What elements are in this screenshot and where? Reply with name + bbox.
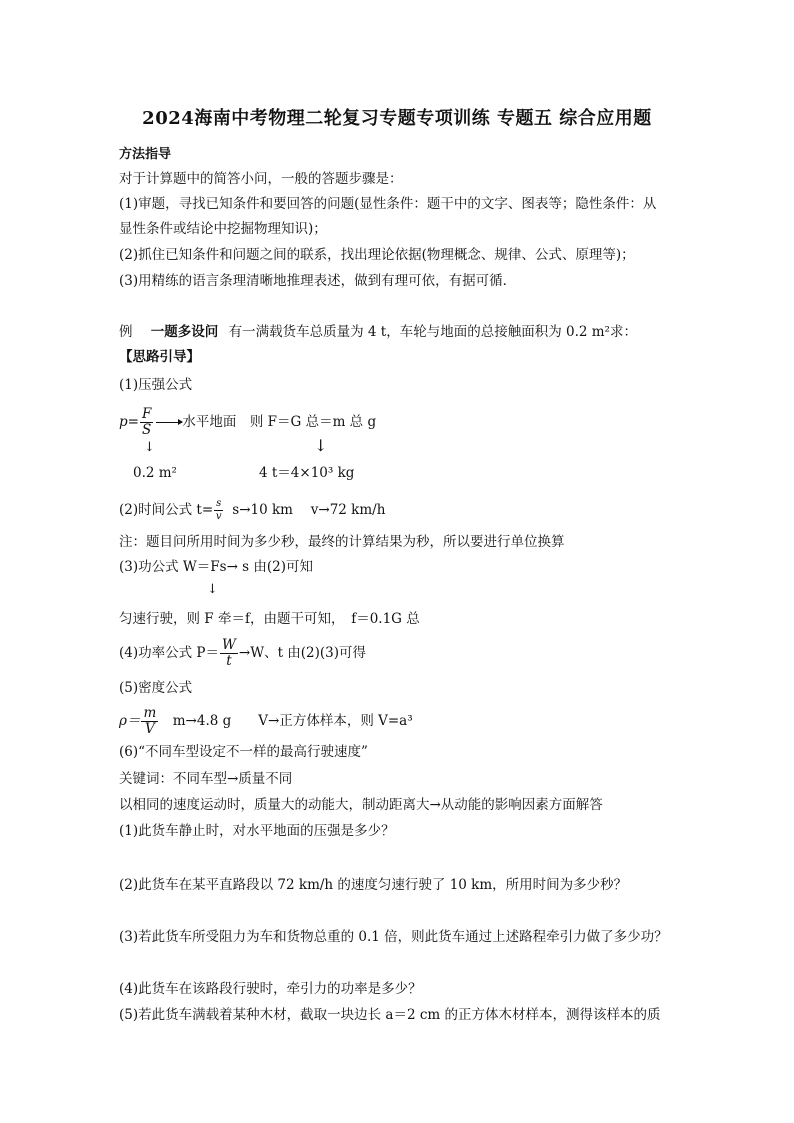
guide-2-rest: s→10 km v→72 km/h: [232, 502, 386, 518]
guide-5-formula: [119, 704, 413, 738]
guide-1-right: 水平地面 则 F＝G 总＝m 总 g: [182, 414, 377, 430]
guide-2-formula: [119, 494, 385, 526]
guide-1-formula: [119, 404, 376, 440]
mass-value: 4 t＝4×10³ kg: [259, 465, 355, 481]
guide-heading: 【思路引导】: [119, 349, 200, 365]
example-tag: 一题多设问: [150, 324, 219, 340]
power-fraction: $\frac{W}{t}$: [222, 636, 236, 669]
guide-1-title: (1)压强公式: [119, 377, 193, 393]
guide-3-b: 匀速行驶，则 F 牵＝f，由题干可知， f＝0.1G 总: [119, 611, 420, 627]
density-symbol: ρ＝: [119, 713, 141, 729]
guide-5-rest: m→4.8 g V→正方体样本，则 V=a³: [159, 713, 413, 729]
pressure-fraction: $\frac{F}{S}$: [141, 405, 152, 438]
step-line-3: (2)抓住已知条件和问题之间的联系，找出理论依据(物理概念、规律、公式、原理等)；: [119, 247, 635, 263]
question-1: (1)此货车静止时，对水平地面的压强是多少？: [119, 823, 395, 839]
right-arrow-icon: [156, 422, 182, 423]
section-heading: 方法指导: [119, 147, 172, 162]
area-value: 0.2 m²: [133, 465, 177, 481]
guide-4-rest: →W、t 由(2)(3)可得: [238, 645, 367, 661]
step-line-4: (3)用精练的语言条理清晰地推理表述，做到有理可依，有据可循．: [119, 273, 517, 289]
example-label: 例: [119, 324, 133, 340]
question-2: (2)此货车在某平直路段以 72 km/h 的速度匀速行驶了 10 km，所用时间为多少秒？: [119, 877, 628, 893]
guide-6-text: 以相同的速度运动时，质量大的动能大，制动距离大→从动能的影响因素方面解答: [119, 797, 603, 813]
guide-5-title: (5)密度公式: [119, 680, 193, 696]
guide-6-keywords: 关键词：不同车型→质量不同: [119, 771, 293, 787]
step-line-2: 显性条件或结论中挖掘物理知识)；: [119, 221, 327, 237]
page-title: 2024海南中考物理二轮复习专题专项训练 专题五 综合应用题: [142, 108, 652, 129]
down-arrow-icon: ↓: [144, 440, 155, 455]
note-text: 注：题目问所用时间为多少秒，最终的计算结果为秒，所以要进行单位换算: [119, 534, 565, 550]
guide-4-formula: [119, 636, 366, 670]
down-arrow-icon: ↓: [207, 582, 218, 597]
example-text: 有一满载货车总质量为 4 t，车轮与地面的总接触面积为 0.2 m²求：: [228, 324, 637, 340]
question-4: (4)此货车在该路段行驶时，牵引力的功率是多少？: [119, 981, 422, 997]
time-fraction: $\frac{s}{v}$: [215, 498, 222, 522]
down-arrow-icon: ↓: [314, 436, 328, 455]
density-fraction: $\frac{m}{V}$: [143, 704, 157, 737]
intro-text: 对于计算题中的简答小问，一般的答题步骤是：: [119, 171, 403, 187]
question-3: (3)若此货车所受阻力为车和货物总重的 0.1 倍，则此货车通过上述路程牵引力做了多少功？: [119, 929, 668, 945]
guide-2-prefix: (2)时间公式 t=: [119, 502, 214, 518]
guide-6-title: (6)“不同车型设定不一样的最高行驶速度”: [119, 744, 368, 760]
example-line: [119, 323, 637, 341]
pressure-symbol: p=: [119, 414, 139, 430]
question-5: (5)若此货车满载着某种木材，截取一块边长 a＝2 cm 的正方体木材样本，测得该样本的质: [119, 1007, 661, 1023]
step-line-1: (1)审题，寻找已知条件和要回答的问题(显性条件：题干中的文字、图表等；隐性条件：从: [119, 196, 657, 212]
guide-3-line: (3)功公式 W＝Fs→ s 由(2)可知: [119, 559, 314, 575]
guide-4-prefix: (4)功率公式 P＝: [119, 645, 219, 661]
